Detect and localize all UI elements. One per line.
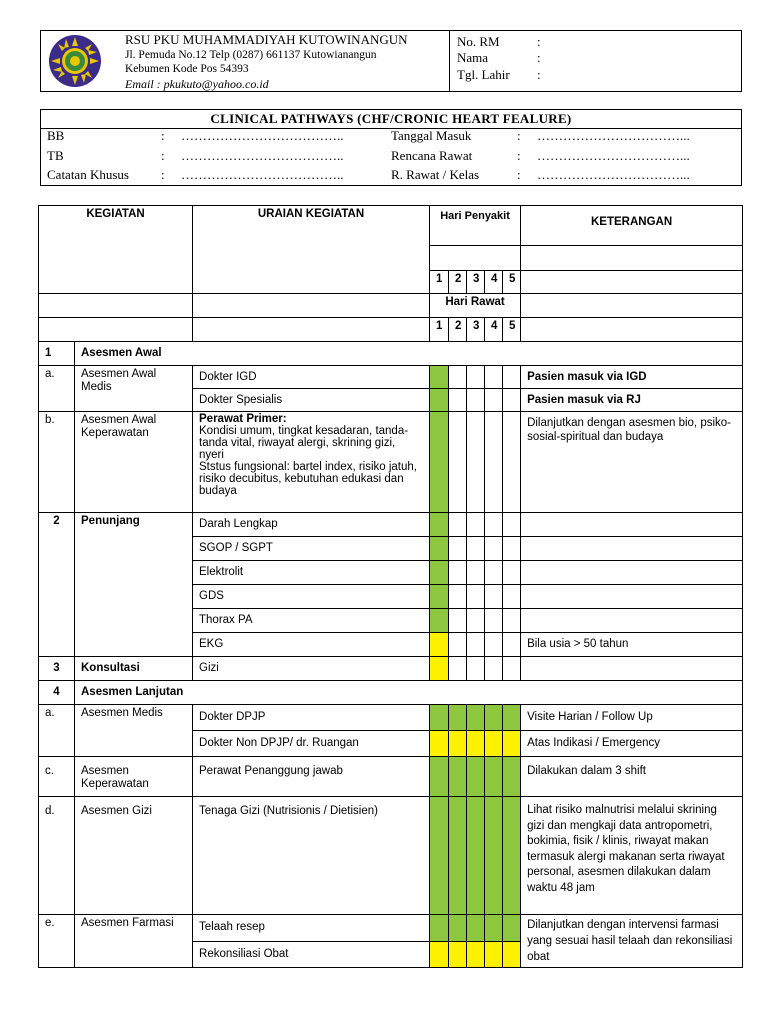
day-mark-green [430,585,449,609]
pathway-info [40,109,742,186]
day-mark-green [467,757,485,797]
row-keterangan: Dilakukan dalam 3 shift [521,757,743,797]
row-uraian: Thorax PA [193,609,430,633]
section-asesmen-awal [39,342,743,366]
tgl-lahir-colon: : [537,67,541,82]
rawat-day-1: 1 [430,318,449,342]
day-mark-green [485,757,503,797]
table-row [39,915,743,942]
day-mark-green [485,915,503,942]
row-uraian: Dokter DPJP [193,705,430,731]
day-mark-yellow [430,633,449,657]
day-mark-green [449,757,467,797]
day-mark-green [467,705,485,731]
section-number: 2 [39,513,75,657]
day-mark-green [430,797,449,915]
keterangan-header: KETERANGAN [521,206,743,246]
row-kegiatan: Asesmen Awal Medis [75,366,193,412]
bb-colon: : [161,128,165,143]
day-mark-green [430,366,449,389]
hospital-address: Jl. Pemuda No.12 Telp (0287) 661137 Kutowianangun [125,49,377,61]
row-keterangan: Visite Harian / Follow Up [521,705,743,731]
pathway-table [38,205,743,968]
row-uraian: Perawat Penanggung jawab [193,757,430,797]
rawat-day-5: 5 [503,318,521,342]
tb-colon: : [161,148,165,163]
tanggal-masuk-field: ……………………………... [537,128,690,143]
row-kegiatan: Asesmen Farmasi [75,915,193,968]
catatan-colon: : [161,167,165,182]
table-row [39,757,743,797]
catatan-label: Catatan Khusus [47,167,129,182]
uraian-header: URAIAN KEGIATAN [193,206,430,294]
day-mark-yellow [449,941,467,968]
row-uraian: EKG [193,633,430,657]
row-letter: a. [39,705,75,757]
row-uraian: Kondisi umum, tingkat kesadaran, tanda-tanda vital, riwayat alergi, skrining gizi, nyeri [199,425,409,461]
section-number: 3 [39,657,75,681]
nama-colon: : [537,50,541,65]
hospital-name: RSU PKU MUHAMMADIYAH KUTOWINANGUN [125,32,408,47]
row-uraian: Rekonsiliasi Obat [193,941,430,968]
rencana-rawat-colon: : [517,148,521,163]
pathway-title: CLINICAL PATHWAYS (CHF/CRONIC HEART FEALURE) [41,110,741,129]
day-3: 3 [467,271,485,294]
bb-field: ……………………………….. [181,128,344,143]
row-keterangan: Pasien masuk via IGD [521,366,743,389]
hospital-email: Email : pkukuto@yahoo.co.id [125,77,269,91]
row-uraian: Dokter IGD [193,366,430,389]
day-mark-yellow [430,731,449,757]
kegiatan-header: KEGIATAN [39,206,193,294]
row-letter: d. [39,797,75,915]
row-uraian: Telaah resep [193,915,430,942]
day-mark-green [449,797,467,915]
day-mark-green [485,797,503,915]
day-mark-green [467,915,485,942]
row-keterangan: Pasien masuk via RJ [521,389,743,412]
rawat-kelas-label: R. Rawat / Kelas [391,167,480,182]
hari-rawat-header: Hari Rawat [430,294,521,318]
day-mark-green [449,705,467,731]
day-mark-green [430,561,449,585]
table-row [39,797,743,915]
section-title: Penunjang [75,513,193,657]
day-5: 5 [503,271,521,294]
day-mark-green [430,705,449,731]
table-row [39,705,743,731]
table-row [39,366,743,389]
day-mark-green [503,797,521,915]
row-uraian: Dokter Spesialis [193,389,430,412]
day-mark-yellow [430,657,449,681]
row-kegiatan: Asesmen Awal Keperawatan [75,412,193,513]
row-kegiatan: Asesmen Gizi [75,797,193,915]
tanggal-masuk-colon: : [517,128,521,143]
day-2: 2 [449,271,467,294]
day-1: 1 [430,271,449,294]
day-mark-green [449,915,467,942]
table-row [39,513,743,537]
day-mark-yellow [449,731,467,757]
row-keterangan: Lihat risiko malnutrisi melalui skrining gizi dan mengkaji data antropometri, bokimia, fisik / klinis, riwayat makan termasuk alergi makanan serta riwayat personal, asesmen dilakukan dalam waktu 48 jam [521,797,743,915]
hospital-header [40,30,742,92]
tanggal-masuk-label: Tanggal Masuk [391,128,472,143]
day-mark-green [430,609,449,633]
day-mark-yellow [467,941,485,968]
no-rm-colon: : [537,34,541,49]
row-letter: c. [39,757,75,797]
row-kegiatan: Asesmen Keperawatan [75,757,193,797]
row-kegiatan: Asesmen Medis [75,705,193,757]
day-mark-green [430,513,449,537]
rencana-rawat-field: ……………………………... [537,148,690,163]
hospital-postal: Kebumen Kode Pos 54393 [125,63,249,75]
day-4: 4 [485,271,503,294]
day-mark-yellow [485,941,503,968]
day-mark-green [503,915,521,942]
row-letter: e. [39,915,75,968]
day-mark-green [430,915,449,942]
tgl-lahir-label: Tgl. Lahir [457,67,510,82]
table-row [39,412,743,513]
rawat-kelas-colon: : [517,167,521,182]
row-keterangan: Dilanjutkan dengan intervensi farmasi yang sesuai hasil telaah dan rekonsiliasi obat [521,915,743,968]
row-uraian: GDS [193,585,430,609]
row-uraian-title: Perawat Primer: [199,413,287,425]
day-mark-green [467,797,485,915]
row-uraian-2: Ststus fungsional: bartel index, risiko jatuh, risiko decubitus, kebutuhan edukasi dan budaya [199,461,417,497]
row-uraian: SGOP / SGPT [193,537,430,561]
rencana-rawat-label: Rencana Rawat [391,148,473,163]
row-uraian: Dokter Non DPJP/ dr. Ruangan [193,731,430,757]
table-row [39,657,743,681]
section-number: 1 [39,342,75,366]
section-asesmen-lanjutan [39,681,743,705]
rawat-day-3: 3 [467,318,485,342]
day-mark-green [485,705,503,731]
row-keterangan: Bila usia > 50 tahun [521,633,743,657]
hari-rawat-day-row [39,318,743,342]
day-mark-yellow [485,731,503,757]
rawat-kelas-field: ……………………………... [537,167,690,182]
row-uraian: Darah Lengkap [193,513,430,537]
day-mark-yellow [467,731,485,757]
day-mark-yellow [503,731,521,757]
hospital-logo-icon [48,34,102,88]
row-uraian: Tenaga Gizi (Nutrisionis / Dietisien) [193,797,430,915]
day-mark-green [430,389,449,412]
day-mark-green [430,537,449,561]
day-mark-green [503,705,521,731]
no-rm-label: No. RM [457,34,500,49]
row-uraian: Gizi [193,657,430,681]
day-mark-yellow [430,941,449,968]
day-mark-green [503,757,521,797]
section-title: Konsultasi [75,657,193,681]
hari-penyakit-header: Hari Penyakit [430,206,521,246]
bb-label: BB [47,128,65,143]
rawat-day-4: 4 [485,318,503,342]
row-letter: a. [39,366,75,412]
catatan-field: ……………………………….. [181,167,344,182]
row-keterangan: Dilanjutkan dengan asesmen bio, psiko-sosial-spiritual dan budaya [521,412,743,513]
rawat-day-2: 2 [449,318,467,342]
day-mark-green [430,412,449,513]
day-mark-green [430,757,449,797]
table-header-row [39,206,743,246]
day-mark-yellow [503,941,521,968]
row-letter: b. [39,412,75,513]
tb-label: TB [47,148,64,163]
row-keterangan: Atas Indikasi / Emergency [521,731,743,757]
tb-field: ……………………………….. [181,148,344,163]
nama-label: Nama [457,50,489,65]
section-title: Asesmen Lanjutan [75,681,743,705]
section-number: 4 [39,681,75,705]
section-title: Asesmen Awal [75,342,743,366]
row-uraian: Elektrolit [193,561,430,585]
